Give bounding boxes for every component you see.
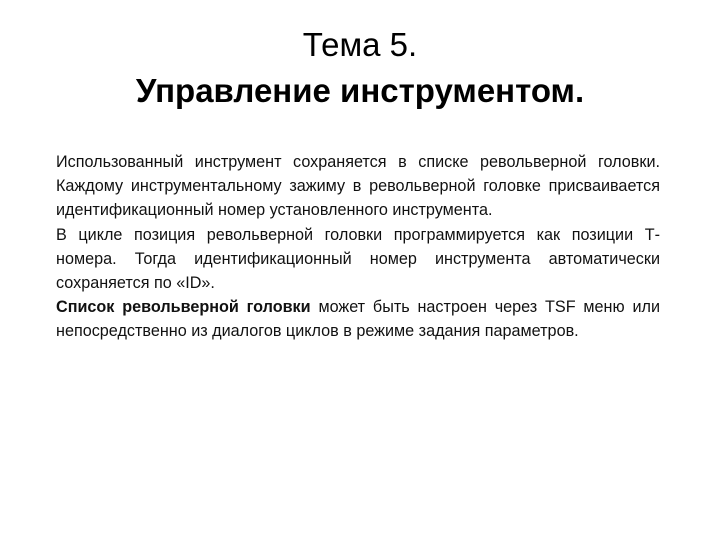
turret-list-description: может быть настроен через TSF меню или непосредственно из диалогов циклов в режиме задания параметров.	[56, 298, 660, 341]
title-topic-number: Тема 5.	[302, 26, 418, 63]
paragraph-tool-list: Использованный инструмент сохраняется в списке револьверной головки. Каждому инструментальному зажиму в револьверной головке присваивается идентификационный номер установленного инструмента.	[56, 153, 660, 220]
paragraph-turret-position: В цикле позиция револьверной головки программируется как позиции Т-номера. Тогда идентификационный номер инструмента автоматически сохраняется по «ID».	[56, 225, 660, 293]
title-topic-name: Управление инструментом.	[135, 72, 585, 109]
slide-title	[0, 22, 720, 114]
slide-body	[56, 150, 660, 344]
turret-list-term: Список револьверной головки	[56, 298, 311, 317]
paragraph-turret-list-setup	[56, 295, 660, 343]
